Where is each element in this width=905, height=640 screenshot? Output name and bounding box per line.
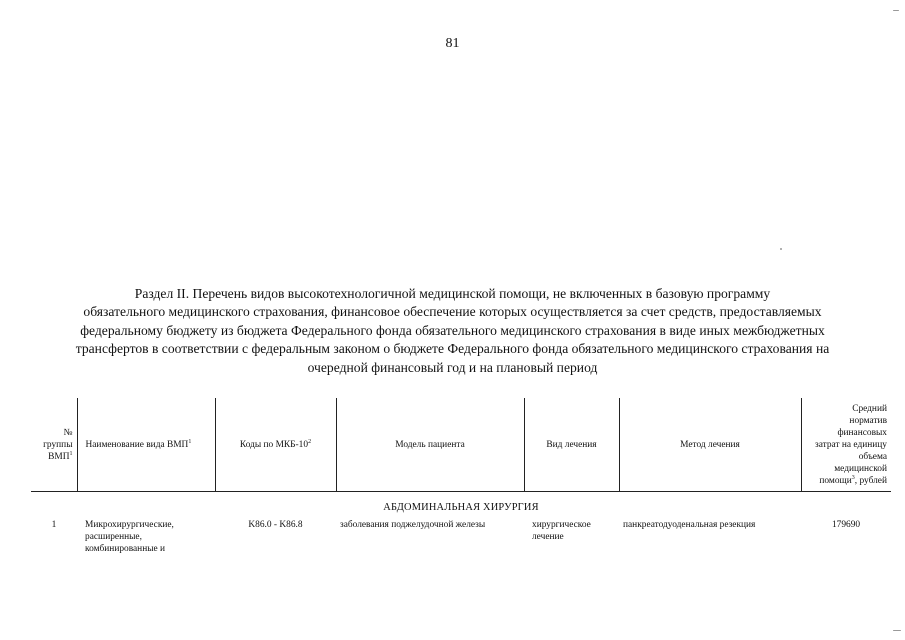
cell-codes: K86.0 - K86.8 xyxy=(248,520,303,530)
vmp-table-wrap xyxy=(31,398,891,557)
cell-name-line: Микрохирургические, xyxy=(85,520,174,530)
header-cost-line: Средний xyxy=(852,403,887,414)
footnote-mark: 1 xyxy=(69,450,73,457)
header-codes xyxy=(215,398,336,492)
header-group-no xyxy=(31,398,77,492)
header-cost-line: норматив xyxy=(849,415,887,426)
header-cost-line: медицинской xyxy=(834,463,887,474)
header-codes-text: Коды по МКБ-10 xyxy=(239,439,309,450)
cell-treatment-line: лечение xyxy=(532,532,564,542)
vmp-table xyxy=(31,398,891,557)
section-title xyxy=(30,285,875,377)
header-cost-line: объема xyxy=(858,451,887,462)
footnote-mark: 2 xyxy=(308,438,312,445)
cell-treatment xyxy=(524,517,619,557)
header-name xyxy=(77,398,215,492)
section-title-line: трансфертов в соответствии с федеральным законом о бюджете Федерального фонда обязательного медицинского страхования на xyxy=(75,341,830,357)
cell-name-line: комбинированные и xyxy=(85,544,166,554)
header-name-text: Наименование вида ВМП xyxy=(85,439,189,450)
header-group-no-line: группы xyxy=(43,439,73,450)
header-treatment: Вид лечения xyxy=(524,398,619,492)
table-row xyxy=(31,517,891,557)
header-cost-tail: , рублей xyxy=(854,475,887,486)
header-cost xyxy=(801,398,891,492)
section-title-line: федеральному бюджету из бюджета Федерального фонда обязательного медицинского страхования в виде иных межбюджетных xyxy=(80,322,825,338)
footnote-mark: 3 xyxy=(851,474,855,481)
section-title-line: очередной финансовый год и на плановый период xyxy=(307,359,598,375)
header-model: Модель пациента xyxy=(336,398,524,492)
scan-speck xyxy=(893,10,899,11)
cell-model: заболевания поджелудочной железы xyxy=(340,520,486,530)
table-header-row xyxy=(31,398,891,492)
header-cost-line: помощи xyxy=(819,475,852,486)
cell-name xyxy=(77,517,215,557)
cell-group: 1 xyxy=(51,520,57,530)
table-section-row xyxy=(31,492,891,518)
header-group-no-line: № xyxy=(63,427,73,438)
header-group-no-line: ВМП xyxy=(48,451,70,462)
header-cost-line: затрат на единицу xyxy=(815,439,887,450)
section-title-line: обязательного медицинского страхования, финансовое обеспечение которых осуществляется за счет средств, предоставляемых xyxy=(83,304,822,320)
footnote-mark: 1 xyxy=(188,438,192,445)
header-method: Метод лечения xyxy=(619,398,801,492)
cell-name-line: расширенные, xyxy=(85,532,142,542)
cell-cost: 179690 xyxy=(831,520,861,530)
section-heading: АБДОМИНАЛЬНАЯ ХИРУРГИЯ xyxy=(383,502,539,513)
cell-method: панкреатодуоденальная резекция xyxy=(623,520,756,530)
section-title-line: Раздел II. Перечень видов высокотехнологичной медицинской помощи, не включенных в базовую программу xyxy=(134,286,771,301)
scan-speck xyxy=(780,248,782,250)
scan-speck xyxy=(893,630,901,631)
header-cost-line: финансовых xyxy=(837,427,887,438)
page-number: 81 xyxy=(445,36,460,51)
cell-treatment-line: хирургическое xyxy=(532,520,591,530)
